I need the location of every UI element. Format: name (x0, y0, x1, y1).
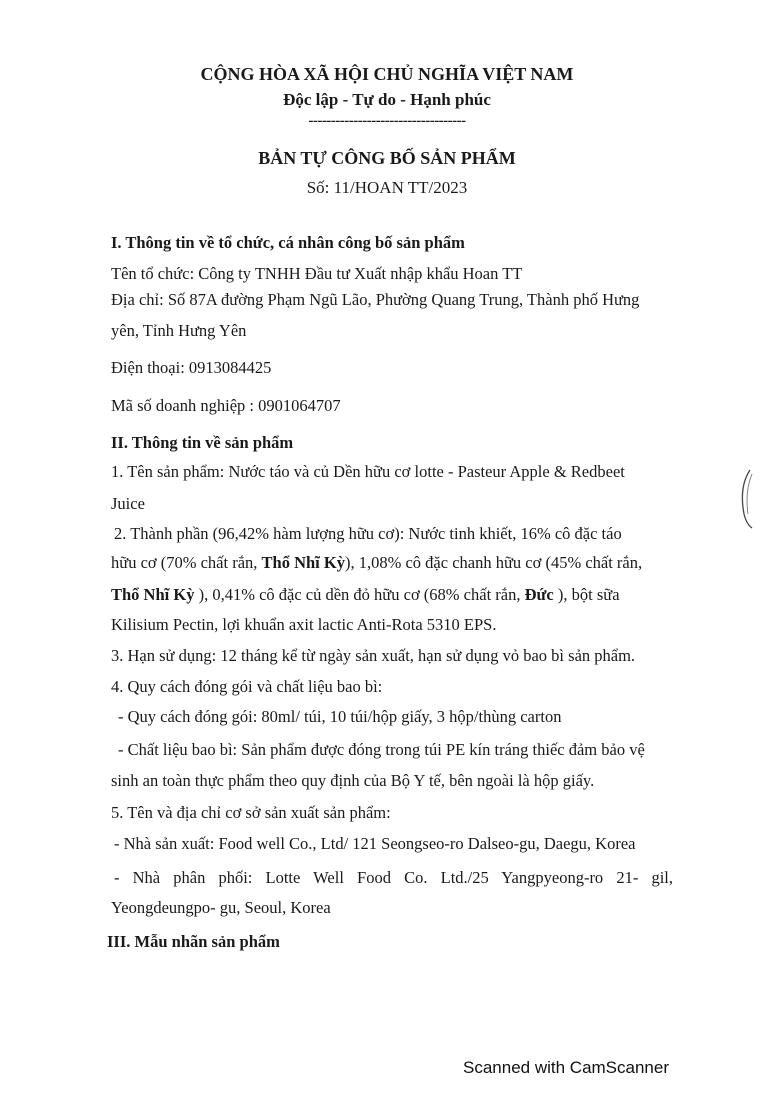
document-title: BẢN TỰ CÔNG BỐ SẢN PHẨM (258, 148, 516, 168)
manufacturer-info: - Nhà sản xuất: Food well Co., Ltd/ 121 Seongseo-ro Dalseo-gu, Daegu, Korea (114, 834, 636, 853)
phone-number: Điện thoại: 0913084425 (111, 358, 272, 377)
address-line-2: yên, Tỉnh Hưng Yên (111, 321, 247, 340)
ingredients-text: ), 0,41% cô đặc củ dền đỏ hữu cơ (68% chất rắn, (194, 585, 525, 604)
origin-country: Thổ Nhĩ Kỳ (111, 585, 195, 604)
document-number: Số: 11/HOAN TT/2023 (306, 178, 468, 197)
packaging-heading: 4. Quy cách đóng gói và chất liệu bao bì: (111, 677, 383, 696)
margin-stamp-mark (738, 468, 754, 530)
header-separator: ----------------------------------- (308, 113, 466, 129)
product-name-line-2: Juice (111, 494, 145, 513)
scanner-watermark: Scanned with CamScanner (463, 1058, 670, 1077)
ingredients-line-1: 2. Thành phần (96,42% hàm lượng hữu cơ): Nước tinh khiết, 16% cô đặc táo (114, 524, 622, 543)
shelf-life: 3. Hạn sử dụng: 12 tháng kể từ ngày sản xuất, hạn sử dụng vỏ bao bì sản phẩm. (111, 646, 636, 665)
tax-code: Mã số doanh nghiệp : 0901064707 (111, 396, 341, 415)
packaging-material-line-2: sinh an toàn thực phẩm theo quy định của Bộ Y tế, bên ngoài là hộp giấy. (111, 771, 595, 790)
organization-name: Tên tổ chức: Công ty TNHH Đầu tư Xuất nhập khẩu Hoan TT (111, 264, 523, 283)
section-2-heading: II. Thông tin về sản phẩm (111, 433, 294, 452)
origin-country: Thổ Nhĩ Kỳ (261, 553, 345, 572)
national-motto: Độc lập - Tự do - Hạnh phúc (283, 90, 491, 109)
origin-country: Đức (524, 585, 554, 604)
ingredients-text: hữu cơ (70% chất rắn, (111, 553, 262, 572)
manufacturer-heading: 5. Tên và địa chỉ cơ sở sản xuất sản phẩm: (111, 803, 391, 822)
national-title: CỘNG HÒA XÃ HỘI CHỦ NGHĨA VIỆT NAM (200, 64, 574, 84)
distributor-line-1: - Nhà phân phối: Lotte Well Food Co. Ltd./25 Yangpyeong-ro 21- gil, (114, 868, 673, 887)
address-line-1: Địa chỉ: Số 87A đường Phạm Ngũ Lão, Phường Quang Trung, Thành phố Hưng (111, 290, 640, 309)
ingredients-line-3 (111, 585, 620, 605)
product-name-line-1: 1. Tên sản phẩm: Nước táo và củ Dền hữu cơ lotte - Pasteur Apple & Redbeet (111, 462, 625, 481)
packaging-spec: - Quy cách đóng gói: 80ml/ túi, 10 túi/hộp giấy, 3 hộp/thùng carton (118, 707, 562, 726)
ingredients-line-4: Kilisium Pectin, lợi khuẩn axit lactic Anti-Rota 5310 EPS. (111, 615, 497, 634)
distributor-line-2: Yeongdeungpo- gu, Seoul, Korea (111, 898, 331, 917)
packaging-material-line-1: - Chất liệu bao bì: Sản phẩm được đóng trong túi PE kín tráng thiếc đảm bảo vệ (118, 740, 645, 759)
section-1-heading: I. Thông tin về tổ chức, cá nhân công bố sản phẩm (111, 233, 465, 252)
section-3-heading: III. Mẫu nhãn sản phẩm (107, 932, 280, 951)
ingredients-line-2 (111, 553, 642, 573)
ingredients-text: ), 1,08% cô đặc chanh hữu cơ (45% chất rắn, (344, 553, 643, 572)
ingredients-text: ), bột sữa (553, 585, 620, 604)
